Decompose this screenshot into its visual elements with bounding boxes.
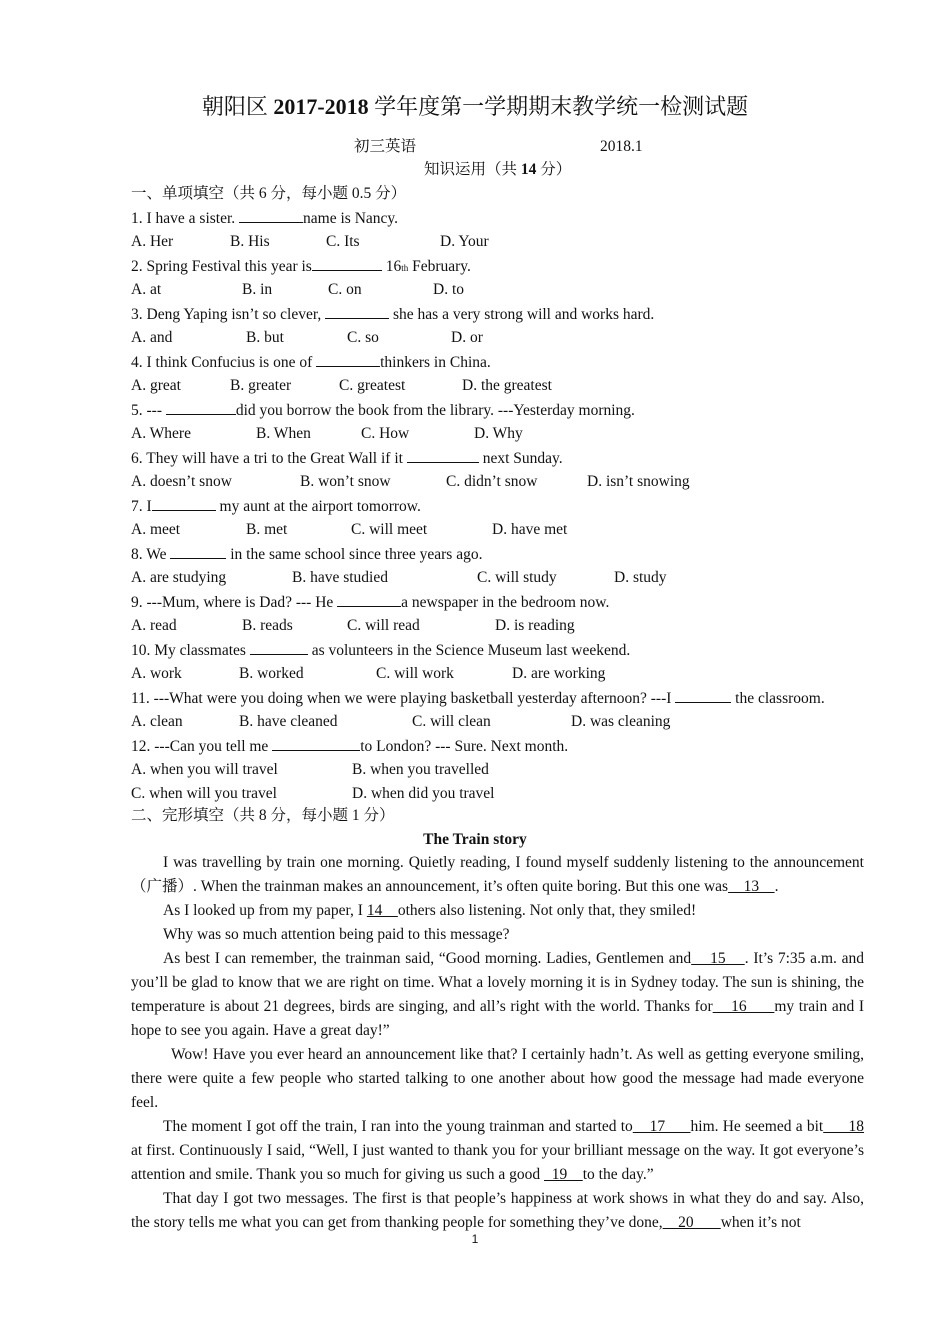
answer-blank bbox=[316, 352, 380, 367]
story-title: The Train story bbox=[423, 831, 527, 848]
exam-title bbox=[0, 90, 950, 121]
p2-text: As I looked up from my paper, I bbox=[163, 902, 367, 919]
question-4 bbox=[131, 352, 491, 373]
q5-option-c: C. How bbox=[361, 425, 410, 442]
q7-option-b: B. met bbox=[246, 521, 288, 538]
q7-option-a: A. meet bbox=[131, 521, 181, 538]
q10-option-a: A. work bbox=[131, 665, 182, 682]
q4-option-b: B. greater bbox=[230, 377, 292, 394]
answer-blank bbox=[166, 400, 236, 415]
q8-option-c: C. will study bbox=[477, 569, 557, 586]
question-2 bbox=[131, 256, 471, 278]
title-suffix: 学年度第一学期期末教学统一检测试题 bbox=[368, 94, 749, 119]
question-9 bbox=[131, 592, 609, 613]
q6-stem-end: next Sunday. bbox=[478, 450, 563, 467]
answer-blank bbox=[675, 688, 731, 703]
q6-option-a: A. doesn’t snow bbox=[131, 473, 232, 490]
q2-option-a: A. at bbox=[131, 281, 162, 298]
q5-option-d: D. Why bbox=[474, 425, 523, 442]
part-heading bbox=[424, 160, 571, 180]
q8-stem: 8. We bbox=[131, 546, 171, 563]
q1-option-b: B. His bbox=[230, 233, 270, 250]
blank-14: 14 bbox=[366, 902, 398, 919]
question-10 bbox=[131, 640, 630, 661]
q2-stem-end: February. bbox=[408, 258, 471, 275]
q5-option-a: A. Where bbox=[131, 425, 191, 442]
question-12 bbox=[131, 736, 568, 757]
q8-option-b: B. have studied bbox=[292, 569, 388, 586]
q3-option-b: B. but bbox=[246, 329, 284, 346]
q10-option-c: C. will work bbox=[376, 665, 454, 682]
q3-option-a: A. and bbox=[131, 329, 173, 346]
q12-option-c: C. when will you travel bbox=[131, 785, 277, 802]
q1-option-a: A. Her bbox=[131, 233, 174, 250]
blank-18: 18 bbox=[823, 1118, 865, 1135]
q12-option-a: A. when you will travel bbox=[131, 761, 278, 778]
q9-option-c: C. will read bbox=[347, 617, 420, 634]
q10-option-d: D. are working bbox=[512, 665, 606, 682]
blank-13: 13 bbox=[728, 878, 775, 895]
p6-mid: him. He seemed a bit bbox=[690, 1118, 824, 1135]
paragraph-7 bbox=[131, 1187, 864, 1235]
blank-19: 19 bbox=[544, 1166, 583, 1183]
p7-text: That day I got two messages. The first is that people’s happiness at work shows in what they do and say. Also, the story tells me what you can get from thanking people for something they’ve done, bbox=[131, 1190, 864, 1231]
blank-15: 15 bbox=[691, 950, 745, 967]
q10-stem: 10. My classmates bbox=[131, 642, 250, 659]
question-8 bbox=[131, 544, 482, 565]
subject-label: 初三英语 bbox=[354, 138, 417, 155]
q12-option-b: B. when you travelled bbox=[352, 761, 489, 778]
q2-option-c: C. on bbox=[328, 281, 362, 298]
q12-stem: 12. ---Can you tell me bbox=[131, 738, 273, 755]
q1-stem: 1. I have a sister. bbox=[131, 210, 240, 227]
answer-blank bbox=[170, 544, 226, 559]
q9-option-d: D. is reading bbox=[495, 617, 575, 634]
q11-option-d: D. was cleaning bbox=[571, 713, 671, 730]
q11-option-c: C. will clean bbox=[412, 713, 491, 730]
answer-blank bbox=[337, 592, 401, 607]
question-7 bbox=[131, 496, 421, 517]
q2-option-d: D. to bbox=[433, 281, 464, 298]
q7-option-c: C. will meet bbox=[351, 521, 428, 538]
paragraph-4 bbox=[131, 947, 864, 1043]
part-heading-end: 分） bbox=[536, 161, 572, 178]
q12-option-d: D. when did you travel bbox=[352, 785, 495, 802]
paragraph-2 bbox=[131, 899, 864, 923]
q2-stem: 2. Spring Festival this year is bbox=[131, 258, 312, 275]
q6-stem: 6. They will have a tri to the Great Wall if it bbox=[131, 450, 407, 467]
paragraph-1 bbox=[131, 851, 864, 899]
q4-stem-end: thinkers in China. bbox=[380, 354, 491, 371]
p1-end: . bbox=[774, 878, 779, 895]
q4-stem: 4. I think Confucius is one of bbox=[131, 354, 317, 371]
q4-option-d: D. the greatest bbox=[462, 377, 552, 394]
q11-option-b: B. have cleaned bbox=[239, 713, 338, 730]
paragraph-3: Why was so much attention being paid to this message? bbox=[163, 926, 510, 943]
question-6 bbox=[131, 448, 563, 469]
q3-option-d: D. or bbox=[451, 329, 483, 346]
section1-heading: 一、单项填空（共 6 分，每小题 0.5 分） bbox=[131, 185, 407, 202]
p6-text: The moment I got off the train, I ran into the young trainman and started to bbox=[163, 1118, 633, 1135]
q7-option-d: D. have met bbox=[492, 521, 568, 538]
paragraph-5: Wow! Have you ever heard an announcement like that? I certainly hadn’t. As well as getting everyone smiling, there were quite a few people who started talking to one another about how good the message had made everyone feel. bbox=[131, 1046, 864, 1111]
section2-heading: 二、完形填空（共 8 分，每小题 1 分） bbox=[131, 807, 395, 824]
p2-end: others also listening. Not only that, they smiled! bbox=[397, 902, 697, 919]
q10-option-b: B. worked bbox=[239, 665, 304, 682]
answer-blank bbox=[239, 208, 303, 223]
p6-mid2: at first. Continuously I said, “Well, I just wanted to thank you for your brilliant message on the way. It got everyone’s attention and smile. Thank you so much for giving us such a good bbox=[131, 1142, 864, 1183]
blank-17: 17 bbox=[632, 1118, 691, 1135]
answer-blank bbox=[407, 448, 479, 463]
q2-option-b: B. in bbox=[242, 281, 273, 298]
exam-date: 2018.1 bbox=[600, 138, 643, 155]
part-heading-text: 知识运用（共 bbox=[424, 161, 521, 178]
paragraph-6 bbox=[131, 1115, 864, 1187]
blank-20: 20 bbox=[662, 1214, 721, 1231]
answer-blank bbox=[152, 496, 216, 511]
p6-end: to the day.” bbox=[582, 1166, 654, 1183]
q2-stem-mid: 16 bbox=[381, 258, 402, 275]
page-number: 1 bbox=[471, 1232, 479, 1246]
part-score: 14 bbox=[520, 161, 537, 178]
answer-blank bbox=[312, 256, 382, 271]
q5-stem-end: did you borrow the book from the library. ---Yesterday morning. bbox=[235, 402, 635, 419]
answer-blank bbox=[325, 304, 389, 319]
question-11 bbox=[131, 688, 825, 709]
q3-stem-end: she has a very strong will and works hard. bbox=[389, 306, 655, 323]
q7-stem: 7. I bbox=[131, 498, 152, 515]
answer-blank bbox=[272, 736, 360, 751]
q8-stem-end: in the same school since three years ago. bbox=[226, 546, 483, 563]
question-5 bbox=[131, 400, 635, 421]
question-3 bbox=[131, 304, 654, 325]
p4-mid: . It’s 7:35 a.m. and you’ll be glad to know that we are right on time. What a lovely morning it is in Sydney today. The sun is shining, the temperature is about 21 degrees, birds are singing, and all’s right with the world. Thanks for bbox=[131, 950, 865, 1015]
q5-stem: 5. --- bbox=[131, 402, 166, 419]
q10-stem-end: as volunteers in the Science Museum last weekend. bbox=[307, 642, 631, 659]
question-1 bbox=[131, 208, 398, 229]
answer-blank bbox=[250, 640, 308, 655]
p7-end: when it’s not bbox=[720, 1214, 801, 1231]
q1-option-c: C. Its bbox=[326, 233, 360, 250]
q1-option-d: D. Your bbox=[440, 233, 489, 250]
q11-stem-end: the classroom. bbox=[731, 690, 825, 707]
q2-superscript: th bbox=[401, 263, 409, 273]
q11-stem: 11. ---What were you doing when we were playing basketball yesterday afternoon? ---I bbox=[131, 690, 676, 707]
q9-option-a: A. read bbox=[131, 617, 177, 634]
q7-stem-end: my aunt at the airport tomorrow. bbox=[215, 498, 421, 515]
q12-stem-end: to London? --- Sure. Next month. bbox=[360, 738, 569, 755]
q8-option-a: A. are studying bbox=[131, 569, 227, 586]
q6-option-c: C. didn’t snow bbox=[446, 473, 538, 490]
q1-stem-end: name is Nancy. bbox=[303, 210, 399, 227]
q3-option-c: C. so bbox=[347, 329, 379, 346]
q4-option-a: A. great bbox=[131, 377, 181, 394]
q9-stem-end: a newspaper in the bedroom now. bbox=[401, 594, 610, 611]
p1-text: I was travelling by train one morning. Quietly reading, I found myself suddenly listening to the announcement （广播）. When the trainman makes an announcement, it’s often quite boring. But this one was bbox=[131, 854, 864, 895]
q6-option-b: B. won’t snow bbox=[300, 473, 391, 490]
p4-text: As best I can remember, the trainman said, “Good morning. Ladies, Gentlemen and bbox=[163, 950, 692, 967]
q4-option-c: C. greatest bbox=[339, 377, 406, 394]
p4-end: my train and I hope to see you again. Have a great day!” bbox=[131, 998, 864, 1039]
q9-stem: 9. ---Mum, where is Dad? --- He bbox=[131, 594, 338, 611]
q11-option-a: A. clean bbox=[131, 713, 183, 730]
q9-option-b: B. reads bbox=[242, 617, 293, 634]
q5-option-b: B. When bbox=[256, 425, 311, 442]
title-prefix: 朝阳区 bbox=[201, 94, 274, 119]
cloze-passage bbox=[131, 851, 864, 1235]
title-years: 2017-2018 bbox=[273, 94, 369, 119]
q6-option-d: D. isn’t snowing bbox=[587, 473, 690, 490]
q8-option-d: D. study bbox=[614, 569, 667, 586]
q3-stem: 3. Deng Yaping isn’t so clever, bbox=[131, 306, 326, 323]
blank-16: 16 bbox=[712, 998, 775, 1015]
